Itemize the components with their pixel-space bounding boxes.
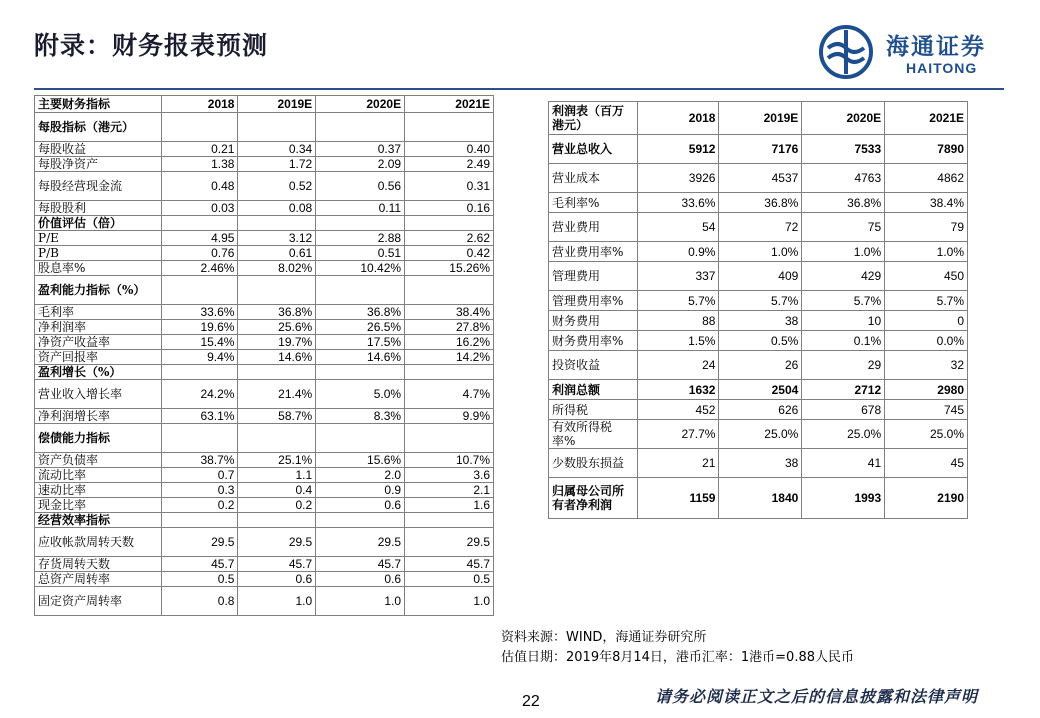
table-row bbox=[549, 164, 968, 193]
row-label: 每股指标（港元） bbox=[35, 113, 162, 142]
table-row bbox=[549, 193, 968, 213]
row-value: 5.7% bbox=[885, 291, 968, 311]
row-value: 5.7% bbox=[719, 291, 802, 311]
row-value: 26.5% bbox=[316, 320, 405, 335]
table-row bbox=[549, 351, 968, 380]
row-value: 58.7% bbox=[238, 409, 316, 424]
table-row bbox=[35, 380, 494, 409]
row-value: 27.8% bbox=[405, 320, 494, 335]
row-value: 14.6% bbox=[238, 350, 316, 365]
row-label: 盈利能力指标（%） bbox=[35, 276, 162, 305]
row-label: 营业总收入 bbox=[549, 135, 638, 164]
row-label: 营业成本 bbox=[549, 164, 638, 193]
header-label: 利润表（百万港元） bbox=[549, 102, 638, 135]
section-row bbox=[35, 424, 494, 453]
row-value: 45.7 bbox=[316, 557, 405, 572]
section-row bbox=[35, 276, 494, 305]
row-value bbox=[162, 276, 238, 305]
row-value: 450 bbox=[885, 262, 968, 291]
row-value: 8.02% bbox=[238, 261, 316, 276]
row-value: 2.49 bbox=[405, 157, 494, 172]
table-row bbox=[35, 335, 494, 350]
section-row bbox=[35, 216, 494, 231]
row-value: 4.7% bbox=[405, 380, 494, 409]
row-value: 2980 bbox=[885, 380, 968, 400]
row-value: 0.76 bbox=[162, 246, 238, 261]
row-value bbox=[316, 113, 405, 142]
row-value: 0.51 bbox=[316, 246, 405, 261]
row-label: 速动比率 bbox=[35, 483, 162, 498]
table-row bbox=[549, 262, 968, 291]
row-value bbox=[162, 513, 238, 528]
row-value: 45.7 bbox=[238, 557, 316, 572]
row-value bbox=[238, 513, 316, 528]
row-label: 价值评估（倍） bbox=[35, 216, 162, 231]
row-label: 存货周转天数 bbox=[35, 557, 162, 572]
row-value: 29 bbox=[802, 351, 885, 380]
row-value bbox=[238, 365, 316, 380]
row-label: 资产回报率 bbox=[35, 350, 162, 365]
row-value: 2712 bbox=[802, 380, 885, 400]
row-value: 0.5 bbox=[405, 572, 494, 587]
row-label: 股息率% bbox=[35, 261, 162, 276]
row-value: 1840 bbox=[719, 478, 802, 519]
row-value: 0.52 bbox=[238, 172, 316, 201]
row-value bbox=[162, 424, 238, 453]
row-value: 1.0% bbox=[719, 242, 802, 262]
table-row bbox=[549, 331, 968, 351]
row-value: 7176 bbox=[719, 135, 802, 164]
table-row bbox=[35, 483, 494, 498]
row-value: 36.8% bbox=[238, 305, 316, 320]
row-value: 38.4% bbox=[885, 193, 968, 213]
row-value: 1159 bbox=[638, 478, 719, 519]
row-value: 15.6% bbox=[316, 453, 405, 468]
table-row bbox=[35, 172, 494, 201]
table-row bbox=[35, 468, 494, 483]
row-value bbox=[238, 276, 316, 305]
row-value: 0.1% bbox=[802, 331, 885, 351]
row-label: P/B bbox=[35, 246, 162, 261]
row-label: 固定资产周转率 bbox=[35, 587, 162, 616]
row-value: 2.88 bbox=[316, 231, 405, 246]
row-value bbox=[162, 113, 238, 142]
row-value: 745 bbox=[885, 400, 968, 420]
table-row bbox=[549, 242, 968, 262]
row-label: 净资产收益率 bbox=[35, 335, 162, 350]
row-value: 0.03 bbox=[162, 201, 238, 216]
table-row bbox=[35, 231, 494, 246]
row-value: 1632 bbox=[638, 380, 719, 400]
row-value bbox=[162, 365, 238, 380]
table-row bbox=[35, 157, 494, 172]
row-value: 2.62 bbox=[405, 231, 494, 246]
row-value: 19.7% bbox=[238, 335, 316, 350]
row-value: 25.6% bbox=[238, 320, 316, 335]
row-value: 33.6% bbox=[162, 305, 238, 320]
row-label: 每股经营现金流 bbox=[35, 172, 162, 201]
row-value: 79 bbox=[885, 213, 968, 242]
row-value: 36.8% bbox=[316, 305, 405, 320]
row-value: 16.2% bbox=[405, 335, 494, 350]
row-value: 0.7 bbox=[162, 468, 238, 483]
row-value: 2.46% bbox=[162, 261, 238, 276]
row-value: 25.0% bbox=[802, 420, 885, 449]
row-value: 88 bbox=[638, 311, 719, 331]
row-value: 678 bbox=[802, 400, 885, 420]
row-value: 38.4% bbox=[405, 305, 494, 320]
row-value bbox=[316, 513, 405, 528]
row-label: 总资产周转率 bbox=[35, 572, 162, 587]
row-label: 毛利率 bbox=[35, 305, 162, 320]
row-value: 8.3% bbox=[316, 409, 405, 424]
row-value bbox=[316, 276, 405, 305]
header-year: 2018 bbox=[638, 102, 719, 135]
row-value: 0.31 bbox=[405, 172, 494, 201]
row-value: 0.11 bbox=[316, 201, 405, 216]
table-row bbox=[35, 261, 494, 276]
table-row bbox=[549, 420, 968, 449]
row-value: 29.5 bbox=[162, 528, 238, 557]
row-value: 409 bbox=[719, 262, 802, 291]
row-value bbox=[405, 513, 494, 528]
company-logo bbox=[818, 20, 1018, 82]
row-value bbox=[316, 216, 405, 231]
table-row bbox=[35, 557, 494, 572]
row-label: 管理费用 bbox=[549, 262, 638, 291]
row-value bbox=[316, 365, 405, 380]
row-value: 38 bbox=[719, 449, 802, 478]
row-value: 0.5 bbox=[162, 572, 238, 587]
row-value: 7890 bbox=[885, 135, 968, 164]
row-label: 净利润增长率 bbox=[35, 409, 162, 424]
row-value: 2.09 bbox=[316, 157, 405, 172]
row-value: 1.0 bbox=[238, 587, 316, 616]
row-label: 利润总额 bbox=[549, 380, 638, 400]
row-value: 25.0% bbox=[885, 420, 968, 449]
row-value: 29.5 bbox=[238, 528, 316, 557]
row-value: 429 bbox=[802, 262, 885, 291]
row-value: 36.8% bbox=[719, 193, 802, 213]
table-row bbox=[35, 320, 494, 335]
row-label: 营业费用 bbox=[549, 213, 638, 242]
row-value: 0.6 bbox=[316, 572, 405, 587]
row-value bbox=[405, 276, 494, 305]
row-value: 10 bbox=[802, 311, 885, 331]
row-value: 0.9 bbox=[316, 483, 405, 498]
row-value: 63.1% bbox=[162, 409, 238, 424]
row-value: 75 bbox=[802, 213, 885, 242]
table-row bbox=[549, 291, 968, 311]
table-row bbox=[35, 246, 494, 261]
data-source: 资料来源：WIND，海通证券研究所 bbox=[501, 630, 707, 645]
row-value: 3.12 bbox=[238, 231, 316, 246]
table-row bbox=[549, 449, 968, 478]
table-row bbox=[35, 572, 494, 587]
row-value bbox=[162, 216, 238, 231]
page-title: 附录：财务报表预测 bbox=[34, 31, 269, 60]
income-statement-table bbox=[548, 101, 968, 519]
row-value: 2.1 bbox=[405, 483, 494, 498]
row-value: 0.08 bbox=[238, 201, 316, 216]
section-row bbox=[35, 113, 494, 142]
table-row bbox=[549, 213, 968, 242]
row-value: 0.42 bbox=[405, 246, 494, 261]
row-value: 0.48 bbox=[162, 172, 238, 201]
header-year: 2020E bbox=[802, 102, 885, 135]
row-value: 5912 bbox=[638, 135, 719, 164]
row-value bbox=[238, 113, 316, 142]
row-value: 0.3 bbox=[162, 483, 238, 498]
row-value: 3926 bbox=[638, 164, 719, 193]
row-label: 净利润率 bbox=[35, 320, 162, 335]
row-value: 3.6 bbox=[405, 468, 494, 483]
row-value bbox=[405, 365, 494, 380]
table-row bbox=[549, 135, 968, 164]
row-value: 0.61 bbox=[238, 246, 316, 261]
financial-indicators-table bbox=[34, 95, 494, 616]
table-row bbox=[35, 409, 494, 424]
row-value: 4537 bbox=[719, 164, 802, 193]
row-value: 0.6 bbox=[316, 498, 405, 513]
table-row bbox=[35, 453, 494, 468]
row-value: 2.0 bbox=[316, 468, 405, 483]
row-value: 0.34 bbox=[238, 142, 316, 157]
row-value: 9.4% bbox=[162, 350, 238, 365]
row-value: 0.40 bbox=[405, 142, 494, 157]
row-value: 1993 bbox=[802, 478, 885, 519]
row-value: 19.6% bbox=[162, 320, 238, 335]
row-value: 15.26% bbox=[405, 261, 494, 276]
row-value: 4862 bbox=[885, 164, 968, 193]
row-label: 流动比率 bbox=[35, 468, 162, 483]
table-row bbox=[549, 311, 968, 331]
row-value: 1.72 bbox=[238, 157, 316, 172]
row-value: 1.6 bbox=[405, 498, 494, 513]
row-value: 10.7% bbox=[405, 453, 494, 468]
row-value: 41 bbox=[802, 449, 885, 478]
header-year: 2021E bbox=[885, 102, 968, 135]
row-value: 25.1% bbox=[238, 453, 316, 468]
row-label: 偿债能力指标 bbox=[35, 424, 162, 453]
row-value: 72 bbox=[719, 213, 802, 242]
row-value: 14.6% bbox=[316, 350, 405, 365]
table-row bbox=[35, 587, 494, 616]
row-value: 1.0% bbox=[885, 242, 968, 262]
row-value: 1.0% bbox=[802, 242, 885, 262]
row-value: 1.0 bbox=[316, 587, 405, 616]
table-row bbox=[549, 478, 968, 519]
row-value: 337 bbox=[638, 262, 719, 291]
row-value: 25.0% bbox=[719, 420, 802, 449]
table-row bbox=[35, 528, 494, 557]
row-label: 投资收益 bbox=[549, 351, 638, 380]
row-value: 1.5% bbox=[638, 331, 719, 351]
row-label: P/E bbox=[35, 231, 162, 246]
row-value: 14.2% bbox=[405, 350, 494, 365]
table-row bbox=[549, 400, 968, 420]
row-value: 38 bbox=[719, 311, 802, 331]
page-number: 22 bbox=[522, 693, 540, 710]
row-value: 0.21 bbox=[162, 142, 238, 157]
table-row bbox=[35, 305, 494, 320]
row-label: 所得税 bbox=[549, 400, 638, 420]
row-label: 每股收益 bbox=[35, 142, 162, 157]
row-label: 应收帐款周转天数 bbox=[35, 528, 162, 557]
disclaimer: 请务必阅读正文之后的信息披露和法律声明 bbox=[655, 687, 979, 706]
row-value bbox=[405, 424, 494, 453]
header-divider bbox=[34, 88, 1004, 90]
row-value: 17.5% bbox=[316, 335, 405, 350]
row-value: 0.5% bbox=[719, 331, 802, 351]
row-label: 每股净资产 bbox=[35, 157, 162, 172]
table-row bbox=[35, 498, 494, 513]
row-value: 5.7% bbox=[638, 291, 719, 311]
row-label: 营业收入增长率 bbox=[35, 380, 162, 409]
table-header-row bbox=[35, 96, 494, 113]
row-value: 9.9% bbox=[405, 409, 494, 424]
row-label: 归属母公司所有者净利润 bbox=[549, 478, 638, 519]
row-value: 29.5 bbox=[405, 528, 494, 557]
row-value bbox=[316, 424, 405, 453]
row-label: 盈利增长（%） bbox=[35, 365, 162, 380]
row-value: 32 bbox=[885, 351, 968, 380]
row-value: 10.42% bbox=[316, 261, 405, 276]
source-note bbox=[501, 628, 854, 668]
header-year: 2018 bbox=[162, 96, 238, 113]
row-value: 21 bbox=[638, 449, 719, 478]
row-value: 5.0% bbox=[316, 380, 405, 409]
row-value: 26 bbox=[719, 351, 802, 380]
row-value: 5.7% bbox=[802, 291, 885, 311]
row-value: 45 bbox=[885, 449, 968, 478]
row-label: 毛利率% bbox=[549, 193, 638, 213]
section-row bbox=[35, 513, 494, 528]
section-row bbox=[35, 365, 494, 380]
row-value: 2504 bbox=[719, 380, 802, 400]
row-value: 0.16 bbox=[405, 201, 494, 216]
row-value: 0.4 bbox=[238, 483, 316, 498]
row-label: 有效所得税率% bbox=[549, 420, 638, 449]
row-value bbox=[405, 113, 494, 142]
logo-text-cn: 海通证券 bbox=[886, 33, 986, 60]
row-value: 15.4% bbox=[162, 335, 238, 350]
logo-text-en: HAITONG bbox=[906, 60, 978, 76]
table-row bbox=[549, 380, 968, 400]
row-value: 45.7 bbox=[162, 557, 238, 572]
row-value: 27.7% bbox=[638, 420, 719, 449]
row-label: 资产负债率 bbox=[35, 453, 162, 468]
row-label: 现金比率 bbox=[35, 498, 162, 513]
table-header-row bbox=[549, 102, 968, 135]
row-value: 24.2% bbox=[162, 380, 238, 409]
row-value: 1.38 bbox=[162, 157, 238, 172]
row-value bbox=[238, 424, 316, 453]
header-year: 2021E bbox=[405, 96, 494, 113]
row-label: 营业费用率% bbox=[549, 242, 638, 262]
row-value: 0.8 bbox=[162, 587, 238, 616]
row-value bbox=[238, 216, 316, 231]
header-year: 2020E bbox=[316, 96, 405, 113]
row-value: 24 bbox=[638, 351, 719, 380]
row-value: 626 bbox=[719, 400, 802, 420]
row-value: 29.5 bbox=[316, 528, 405, 557]
haitong-logo-icon bbox=[818, 24, 874, 80]
row-value: 21.4% bbox=[238, 380, 316, 409]
valuation-date: 估值日期：2019年8月14日，港币汇率：1港币=0.88人民币 bbox=[501, 650, 855, 665]
header-year: 2019E bbox=[238, 96, 316, 113]
header-label: 主要财务指标 bbox=[35, 96, 162, 113]
row-label: 少数股东损益 bbox=[549, 449, 638, 478]
row-label: 经营效率指标 bbox=[35, 513, 162, 528]
row-value: 4.95 bbox=[162, 231, 238, 246]
row-label: 财务费用 bbox=[549, 311, 638, 331]
row-value: 1.1 bbox=[238, 468, 316, 483]
row-value: 0.56 bbox=[316, 172, 405, 201]
row-value: 4763 bbox=[802, 164, 885, 193]
row-label: 财务费用率% bbox=[549, 331, 638, 351]
row-value: 33.6% bbox=[638, 193, 719, 213]
table-row bbox=[35, 201, 494, 216]
row-value: 0.2 bbox=[238, 498, 316, 513]
table-row bbox=[35, 350, 494, 365]
row-value: 0.2 bbox=[162, 498, 238, 513]
row-value: 45.7 bbox=[405, 557, 494, 572]
row-value: 452 bbox=[638, 400, 719, 420]
row-value: 2190 bbox=[885, 478, 968, 519]
row-label: 管理费用率% bbox=[549, 291, 638, 311]
table-row bbox=[35, 142, 494, 157]
row-value: 0.9% bbox=[638, 242, 719, 262]
row-value: 38.7% bbox=[162, 453, 238, 468]
row-value: 0.0% bbox=[885, 331, 968, 351]
row-value bbox=[405, 216, 494, 231]
row-value: 0 bbox=[885, 311, 968, 331]
row-value: 54 bbox=[638, 213, 719, 242]
row-value: 0.6 bbox=[238, 572, 316, 587]
header-year: 2019E bbox=[719, 102, 802, 135]
row-value: 0.37 bbox=[316, 142, 405, 157]
row-value: 7533 bbox=[802, 135, 885, 164]
row-value: 1.0 bbox=[405, 587, 494, 616]
row-value: 36.8% bbox=[802, 193, 885, 213]
row-label: 每股股利 bbox=[35, 201, 162, 216]
